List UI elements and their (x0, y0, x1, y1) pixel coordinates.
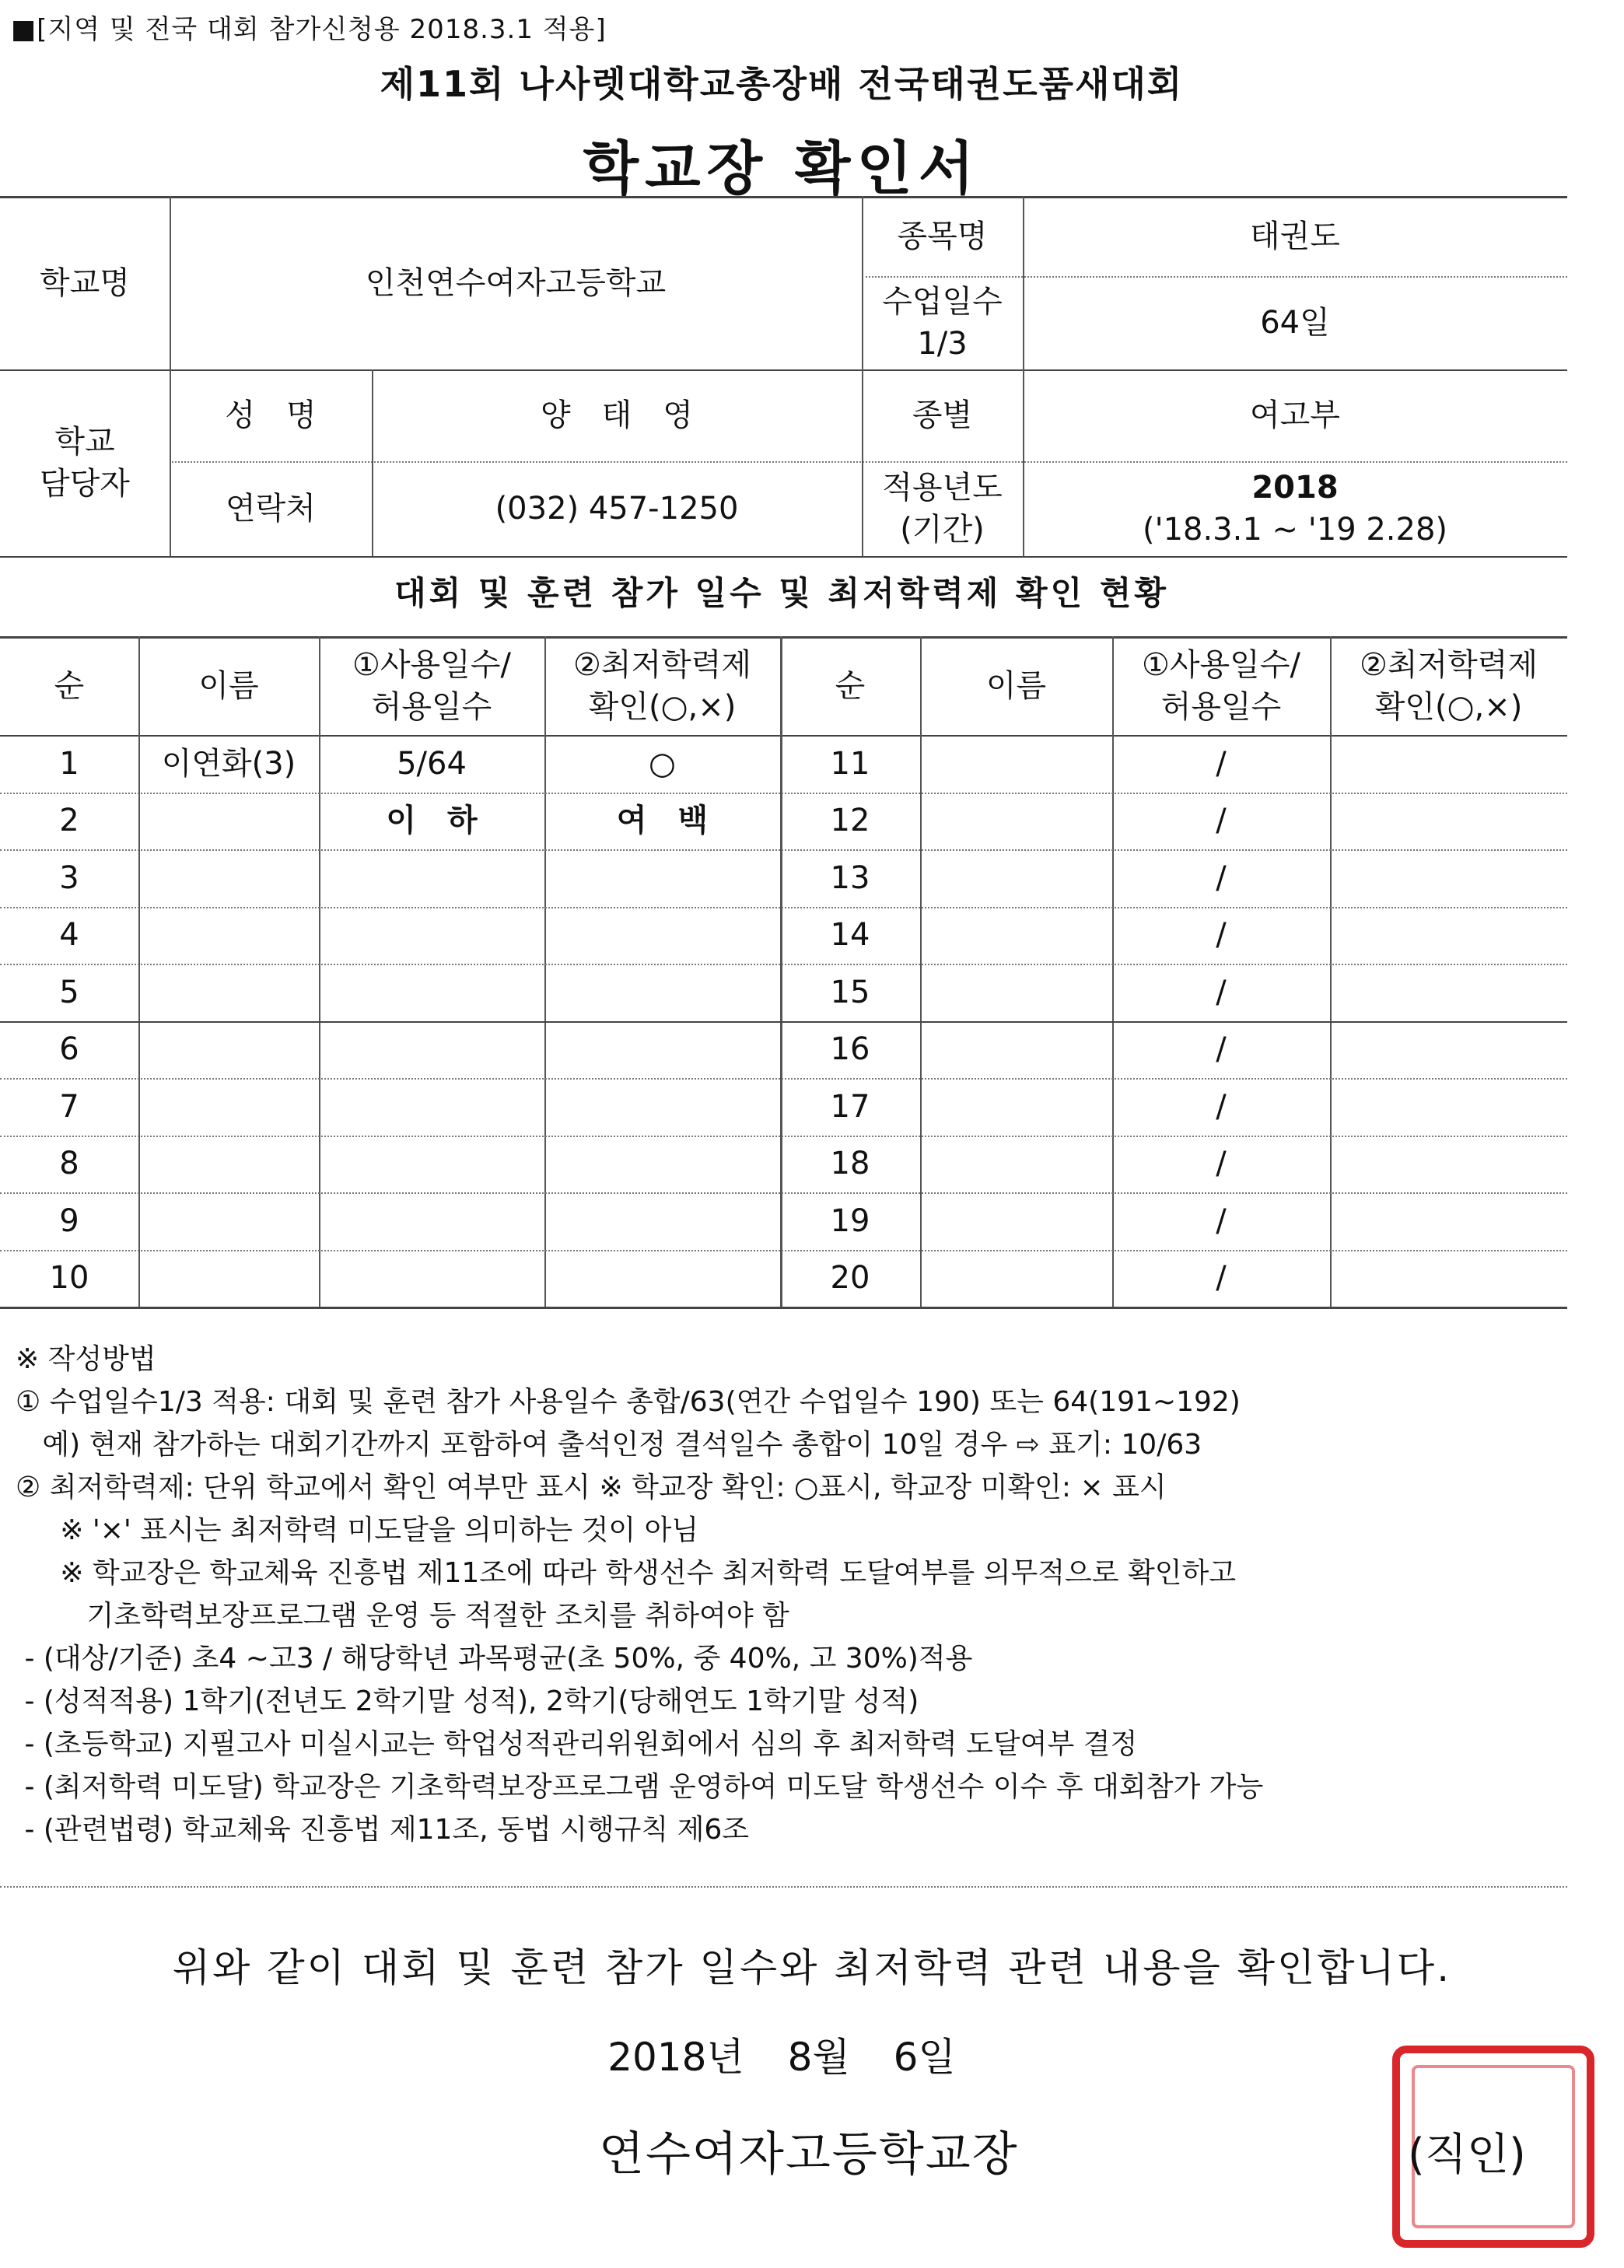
category-label: 종별 (912, 397, 973, 433)
table-cell-days (319, 1021, 544, 1079)
table-cell-min (1330, 1021, 1567, 1079)
table-cell-name (920, 1192, 1112, 1250)
table-cell-name (138, 964, 319, 1021)
table-cell-days: / (1216, 974, 1227, 1010)
table-cell-min (1330, 1136, 1567, 1193)
table-cell-name (920, 849, 1112, 907)
notes-divider (0, 1886, 1567, 1888)
table-cell-days (319, 1136, 544, 1193)
principal-title: 연수여자고등학교장 (599, 2127, 1019, 2182)
table-cell-min (544, 1192, 780, 1250)
table-cell-days: / (1216, 859, 1227, 896)
year-value (1023, 461, 1567, 556)
table-cell-min (544, 1078, 780, 1136)
table-cell-name (138, 1021, 319, 1079)
table-cell-no: 6 (59, 1031, 79, 1068)
table-cell-no: 10 (49, 1260, 89, 1297)
class-days-label (862, 276, 1023, 369)
col-header-name: 이름 (985, 667, 1047, 704)
table-cell-days: / (1216, 803, 1227, 839)
table-cell-name (138, 793, 319, 850)
table-cell-name (920, 964, 1112, 1021)
school-name-value: 인천연수여자고등학교 (365, 264, 667, 301)
table-cell-name (920, 735, 1112, 793)
table-cell-name (138, 907, 319, 964)
table-cell-no: 12 (830, 803, 870, 839)
category-value: 여고부 (1250, 397, 1340, 433)
table-cell-days: / (1216, 1202, 1227, 1239)
table-cell-no: 5 (59, 974, 79, 1010)
class-days-label-line1: 수업일수 (882, 284, 1003, 320)
col-header-min-line1: ②최저학력제 (1359, 646, 1538, 683)
status-section-title: 대회 및 훈련 참가 일수 및 최저학력제 확인 현황 (394, 574, 1169, 612)
table-cell-days: 5/64 (397, 745, 467, 782)
table-cell-name (138, 1192, 319, 1250)
table-cell-no: 14 (830, 917, 870, 954)
info-bottom-rule (0, 556, 1567, 558)
year-value-period: ('18.3.1 ~ '19 2.28) (1142, 512, 1448, 548)
table-cell-min (544, 1136, 780, 1193)
table-cell-days (319, 1250, 544, 1307)
table-cell-name (138, 849, 319, 907)
instruction-line: - (최저학력 미도달) 학교장은 기초학력보장프로그램 운영하여 미도달 학생선수 이수 후 대회참가 가능 (16, 1771, 1264, 1803)
status-bottom-rule (0, 1307, 1567, 1309)
instruction-line: 기초학력보장프로그램 운영 등 적절한 조치를 취하여야 함 (16, 1600, 789, 1632)
table-cell-days (319, 849, 544, 907)
table-cell-no: 15 (830, 974, 870, 1010)
table-cell-no: 11 (830, 745, 870, 782)
table-cell-no: 2 (59, 803, 79, 839)
col-header-min (1330, 636, 1567, 735)
staff-name-value: 양 태 영 (541, 397, 693, 433)
year-label-line2: (기간) (900, 512, 985, 548)
table-cell-days: / (1216, 1260, 1227, 1297)
table-cell-min (1330, 849, 1567, 907)
class-days-value: 64일 (1260, 305, 1330, 341)
table-cell-days (319, 1078, 544, 1136)
table-cell-name (138, 1078, 319, 1136)
table-cell-no: 19 (830, 1202, 870, 1239)
table-cell-name (920, 1021, 1112, 1079)
col-header-min-line2: 확인(○,×) (1374, 688, 1523, 725)
col-header-days-line1: ①사용일수/ (352, 646, 511, 683)
table-cell-name (920, 1250, 1112, 1307)
instruction-line: 예) 현재 참가하는 대회기간까지 포함하여 출석인정 결석일수 총합이 10일 경우 ⇨ 표기: 10/63 (16, 1429, 1202, 1461)
date-month: 8월 (787, 2035, 850, 2080)
table-cell-no: 3 (59, 859, 79, 896)
table-cell-no: 8 (59, 1146, 79, 1182)
staff-name-label: 성 명 (225, 397, 317, 433)
table-cell-no: 17 (830, 1088, 870, 1125)
seal-label: (직인) (1408, 2130, 1526, 2180)
year-label (862, 461, 1023, 556)
year-label-line1: 적용년도 (882, 470, 1003, 506)
instruction-line: ① 수업일수1/3 적용: 대회 및 훈련 참가 사용일수 총합/63(연간 수업일수 190) 또는 64(191~192) (16, 1386, 1241, 1418)
col-header-days-line2: 허용일수 (371, 688, 492, 725)
table-cell-no: 7 (59, 1088, 79, 1125)
table-cell-days: 이 하 (386, 803, 478, 839)
col-header-min-line2: 확인(○,×) (588, 688, 737, 725)
table-cell-min (544, 907, 780, 964)
document-title: 학교장 확인서 (583, 135, 981, 202)
table-cell-days: / (1216, 1146, 1227, 1182)
table-cell-no: 20 (830, 1260, 870, 1297)
col-header-days-line2: 허용일수 (1160, 688, 1282, 725)
col-header-days (319, 636, 544, 735)
table-cell-no: 1 (59, 745, 79, 782)
instruction-line: - (성적적용) 1학기(전년도 2학기말 성적), 2학기(당해연도 1학기말 성적) (16, 1685, 919, 1717)
instruction-line: ※ '×' 표시는 최저학력 미도달을 의미하는 것이 아님 (16, 1514, 699, 1546)
table-cell-no: 18 (830, 1146, 870, 1182)
table-cell-name: 이연화(3) (161, 745, 296, 782)
table-cell-min (1330, 735, 1567, 793)
table-cell-name (920, 907, 1112, 964)
table-cell-min (1330, 1250, 1567, 1307)
table-cell-min (1330, 1078, 1567, 1136)
col-header-no: 순 (54, 667, 85, 704)
year-value-year: 2018 (1251, 470, 1339, 506)
table-cell-min (544, 1250, 780, 1307)
table-cell-min (1330, 1192, 1567, 1250)
table-cell-days (319, 964, 544, 1021)
staff-label-line1: 학교 (54, 424, 115, 460)
table-cell-min (1330, 793, 1567, 850)
col-header-min-line1: ②최저학력제 (572, 646, 752, 683)
contact-label: 연락처 (226, 491, 316, 527)
table-cell-no: 16 (830, 1031, 870, 1068)
confirmation-statement: 위와 같이 대회 및 훈련 참가 일수와 최저학력 관련 내용을 확인합니다. (172, 1945, 1452, 1990)
table-cell-min (544, 1021, 780, 1079)
date-year: 2018년 (607, 2035, 744, 2080)
table-cell-min (544, 849, 780, 907)
contact-value: (032) 457-1250 (495, 491, 739, 527)
col-header-days (1112, 636, 1330, 735)
table-cell-days: / (1216, 745, 1227, 782)
table-cell-name (138, 1136, 319, 1193)
col-header-days-line1: ①사용일수/ (1142, 646, 1300, 683)
writing-instructions (16, 1338, 1602, 1851)
event-label: 종목명 (897, 218, 988, 254)
confirmation-date (0, 2026, 1563, 2082)
table-cell-days: / (1216, 1031, 1227, 1068)
table-cell-no: 9 (59, 1202, 79, 1239)
staff-label (0, 369, 170, 556)
table-cell-name (920, 1136, 1112, 1193)
table-cell-days: / (1216, 917, 1227, 954)
table-cell-min (1330, 964, 1567, 1021)
instruction-line: ② 최저학력제: 단위 학교에서 확인 여부만 표시 ※ 학교장 확인: ○표시, 학교장 미확인: × 표시 (16, 1472, 1167, 1503)
table-cell-min (544, 964, 780, 1021)
instruction-line: - (대상/기준) 초4 ~고3 / 해당학년 과목평균(초 50%, 중 40%, 고 30%)적용 (16, 1643, 973, 1675)
instruction-line: - (초등학교) 지필고사 미실시교는 학업성적관리위원회에서 심의 후 최저학력 도달여부 결정 (16, 1728, 1138, 1760)
date-day: 6일 (893, 2035, 956, 2080)
instruction-line: - (관련법령) 학교체육 진흥법 제11조, 동법 시행규칙 제6조 (16, 1814, 750, 1846)
form-usage-note: ■[지역 및 전국 대회 참가신청용 2018.3.1 적용] (11, 14, 607, 45)
col-header-no: 순 (835, 667, 866, 704)
event-value: 태권도 (1250, 218, 1340, 254)
class-days-label-line2: 1/3 (917, 326, 968, 362)
table-cell-min: 여 백 (616, 803, 709, 839)
col-header-min (544, 636, 780, 735)
table-cell-min (1330, 907, 1567, 964)
school-name-label: 학교명 (40, 264, 130, 301)
staff-label-line2: 담당자 (40, 466, 130, 502)
competition-title: 제11회 나사렛대학교총장배 전국태권도품새대회 (380, 63, 1184, 105)
instruction-line: ※ 학교장은 학교체육 진흥법 제11조에 따라 학생선수 최저학력 도달여부를 의무적으로 확인하고 (16, 1557, 1237, 1589)
table-cell-name (920, 793, 1112, 850)
table-cell-no: 13 (830, 859, 870, 896)
table-cell-name (920, 1078, 1112, 1136)
table-cell-no: 4 (59, 917, 79, 954)
instruction-line: ※ 작성방법 (16, 1343, 156, 1375)
table-cell-days (319, 907, 544, 964)
table-cell-name (138, 1250, 319, 1307)
col-header-name: 이름 (198, 667, 259, 704)
table-cell-min: ○ (649, 745, 676, 782)
table-cell-days: / (1216, 1088, 1227, 1125)
table-cell-days (319, 1192, 544, 1250)
